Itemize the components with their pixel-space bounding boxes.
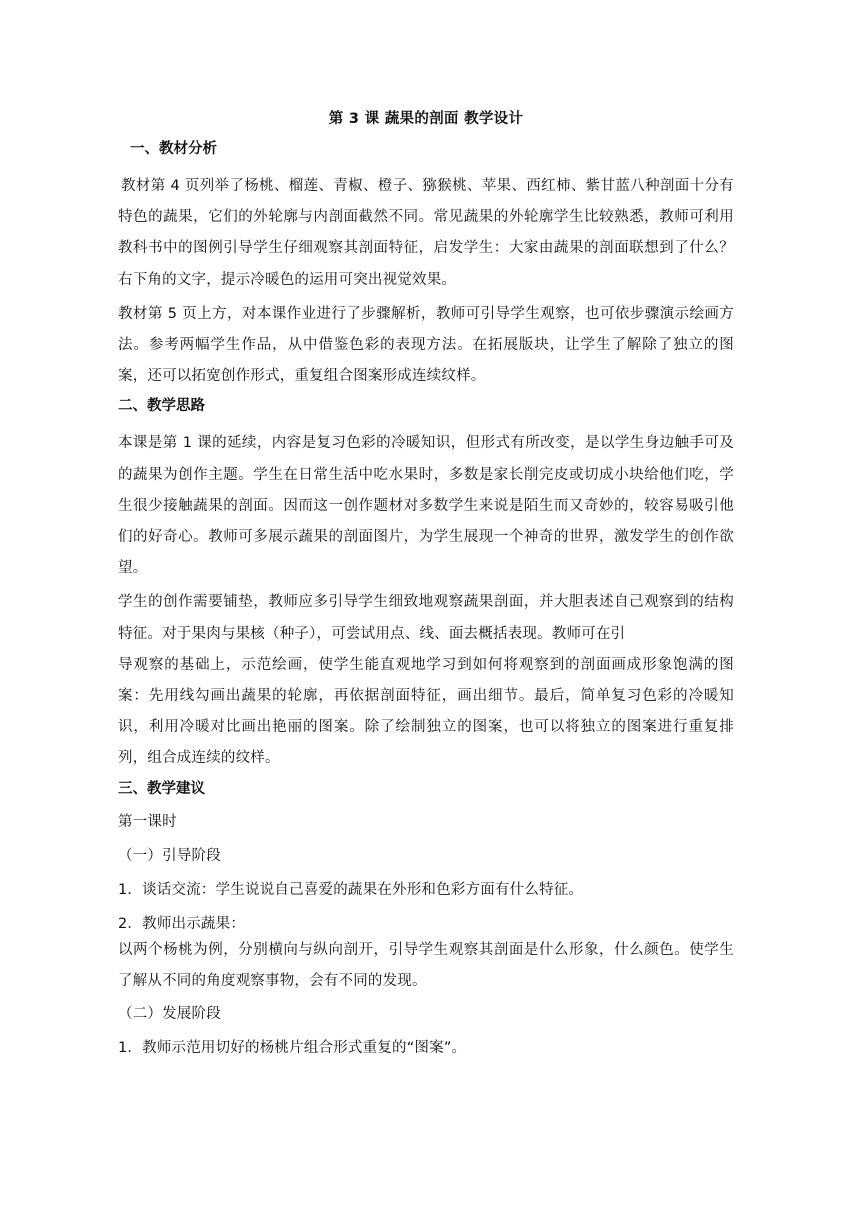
list-item: 2．教师出示蔬果： <box>118 915 246 932</box>
paragraph: 导观察的基础上，示范绘画，使学生能直观地学习到如何将观察到的剖面画成形象饱满的图案：先用线勾画出蔬果的轮廓，再依据剖面特征，画出细节。最后，简单复习色彩的冷暖知识，利用冷暖对比画出艳丽的图案。除了绘制独立的图案，也可以将独立的图案进行重复排列，组合成连续的纹样。 <box>118 656 734 767</box>
document-body <box>118 108 734 1071</box>
lesson-label: 第一课时 <box>118 813 177 830</box>
section-heading-teaching-suggestions: 三、教学建议 <box>118 780 205 797</box>
paragraph: 教材第 4 页列举了杨桃、榴莲、青椒、橙子、猕猴桃、苹果、西红柿、紫甘蓝八种剖面十分有特色的蔬果，它们的外轮廓与内剖面截然不同。常见蔬果的外轮廓学生比较熟悉，教师可利用教科书中的图例引导学生仔细观察其剖面特征，启发学生：大家由蔬果的剖面联想到了什么？右下角的文字，提示冷暖色的运用可突出视觉效果。 <box>118 178 734 288</box>
list-item: 1．谈话交流：学生说说自己喜爱的蔬果在外形和色彩方面有什么特征。 <box>118 881 584 898</box>
list-item: 1．教师示范用切好的杨桃片组合形式重复的“图案”。 <box>118 1040 467 1057</box>
stage-heading: （二）发展阶段 <box>118 1006 221 1023</box>
section-heading-teaching-approach: 二、教学思路 <box>118 398 205 415</box>
document-title: 第 3 课 蔬果的剖面 教学设计 <box>328 111 524 127</box>
stage-heading: （一）引导阶段 <box>118 847 221 864</box>
paragraph: 教材第 5 页上方，对本课作业进行了步骤解析，教师可引导学生观察，也可依步骤演示绘画方法。参考两幅学生作品，从中借鉴色彩的表现方法。在拓展版块，让学生了解除了独立的图案，还可以拓宽创作形式，重复组合图案形成连续纹样。 <box>118 305 734 385</box>
paragraph: 本课是第 1 课的延续，内容是复习色彩的冷暖知识，但形式有所改变，是以学生身边触手可及的蔬果为创作主题。学生在日常生活中吃水果时，多数是家长削完皮或切成小块给他们吃，学生很少接触蔬果的剖面。因而这一创作题材对多数学生来说是陌生而又奇妙的，较容易吸引他们的好奇心。教师可多展示蔬果的剖面图片，为学生展现一个神奇的世界，激发学生的创作欲望。 <box>118 435 734 577</box>
section-heading-textbook-analysis: 一、教材分析 <box>130 141 217 157</box>
paragraph: 学生的创作需要铺垫，教师应多引导学生细致地观察蔬果剖面，并大胆表述自己观察到的结构特征。对于果肉与果核（种子），可尝试用点、线、面去概括表现。教师可在引 <box>118 594 734 642</box>
paragraph: 以两个杨桃为例，分别横向与纵向剖开，引导学生观察其剖面是什么形象，什么颜色。使学生了解从不同的角度观察事物，会有不同的发现。 <box>118 941 734 989</box>
